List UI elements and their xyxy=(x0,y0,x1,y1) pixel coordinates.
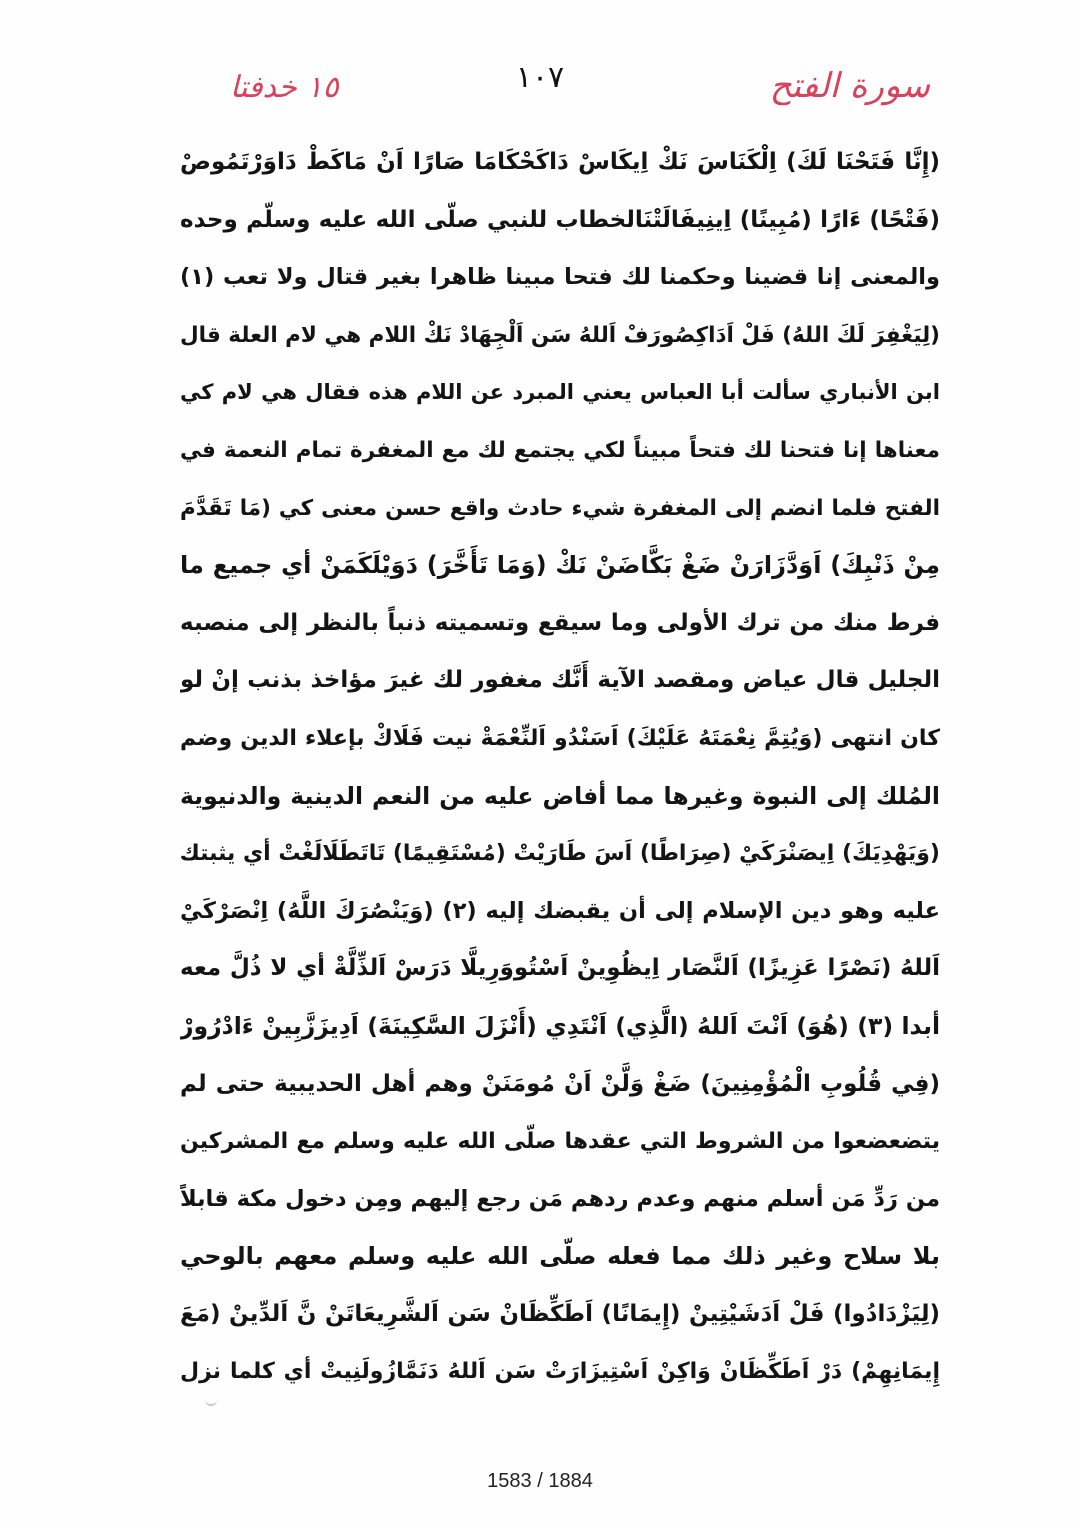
text-line: أبدا (٣) (هُوَ) اَنْتَ اَللهُ (الَّذِي) اَنْتَدِي (أَنْزَلَ السَّكِينَةَ) اَدِيزَزَّبِينْ ءَادْرُورْ xyxy=(180,1011,940,1040)
text-line: معناها إنا فتحنا لك فتحاً مبيناً لكي يجتمع لك مع المغفرة تمام النعمة في xyxy=(180,437,940,463)
text-line: يتضعضعوا من الشروط التي عقدها صلّى الله عليه وسلم مع المشركين xyxy=(180,1129,940,1155)
text-line: الجليل قال عياض ومقصد الآية أَنَّك مغفور لك غيرَ مؤاخذ بذنب إنْ لو xyxy=(180,667,940,694)
text-line: مِنْ ذَنْبِكَ) اَوَدَّزَارَنْ ضَغْ بَكَّاضَنْ نَكْ (وَمَا تَأَخَّرَ) دَوَيْلَكَمَنْ أي جميع ما xyxy=(180,551,940,580)
surah-title-handwritten: سورة الفتح xyxy=(769,66,930,106)
page-number: ١٠٧ xyxy=(515,60,565,95)
text-line: (فِي قُلُوبِ الْمُؤْمِنِينَ) ضَغْ وَلَّنْ اَنْ مُومَنَنْ وهم أهل الحديبية حتى لم xyxy=(180,1070,940,1097)
text-line: (إِنَّا فَتَحْنَا لَكَ) اِلْكَنَاسَ نَكْ اِيكَاسْ دَاكَحْكَامَا صَارًا اَنْ مَاكَطْ دَاوَرْتَمُوصْ xyxy=(180,149,940,175)
text-line: الفتح فلما انضم إلى المغفرة شيء حادث واقع حسن معنى كي (مَا تَقَدَّمَ xyxy=(180,495,940,521)
marginal-note-handwritten: ١٥ خدفتا xyxy=(230,70,339,105)
text-line: ابن الأنباري سألت أبا العباس يعني المبرد عن اللام هذه فقال هي لام كي xyxy=(180,380,940,405)
text-line: من رَدِّ مَن أسلم منهم وعدم ردهم مَن رجع إليهم ومِن دخول مكة قابلاً xyxy=(180,1185,940,1212)
text-line: المُلك إلى النبوة وغيرها مما أفاض عليه من النعم الدينية والدنيوية xyxy=(180,781,940,810)
text-line: (وَيَهْدِيَكَ) اِيصَنْرَكَيْ (صِرَاطًا) اَسَ طَارَيْتْ (مُسْتَقِيمًا) تَاتَطَلَالَغْتْ أي يثبتك xyxy=(180,841,940,867)
body-text xyxy=(180,134,940,1401)
text-line: إِيمَانِهِمْ) دَرْ اَطَكِّظَانْ وَاكِنْ اَسْتِيزَارَتْ سَن اَللهُ دَنَمَّازُولَنِيتْ أي كلما نزل xyxy=(180,1359,940,1385)
text-line: بلا سلاح وغير ذلك مما فعله صلّى الله عليه وسلم معهم بالوحي xyxy=(180,1242,940,1271)
pdf-page-counter: 1583 / 1884 xyxy=(487,1470,593,1492)
text-line: (فَتْحًا) ءَارًا (مُبِينًا) اِينِيفَالَتْنَالخطاب للنبي صلّى الله عليه وسلّم وحده xyxy=(180,206,940,233)
text-line: فرط منك من ترك الأولى وما سيقع وتسميته ذنباً بالنظر إلى منصبه xyxy=(180,609,940,636)
text-line: عليه وهو دين الإسلام إلى أن يقبضك إليه (٢) (وَيَنْصُرَكَ اللَّهُ) اِنْصَرْكَيْ xyxy=(180,897,940,924)
text-line: والمعنى إنا قضينا وحكمنا لك فتحا مبينا ظاهرا بغير قتال ولا تعب (١) xyxy=(180,264,940,291)
text-line: اَللهُ (نَصْرًا عَزِيزًا) اَلنَّصَار اِيظُوِينْ اَسْتُووَرِيلَّا دَرَسْ اَلذِّلَّةْ أي لا ذُلَّ معه xyxy=(180,955,940,982)
text-line: (لِيَزْدَادُوا) فَلْ اَدَشَيْتِينْ (إِيمَانًا) اَطَكِّظَانْ سَن اَلشَّرِيعَاتَنْ نَّ اَلدِّينْ (مَعَ xyxy=(180,1300,940,1327)
text-line: كان انتهى (وَيُتِمَّ نِعْمَتَهُ عَلَيْكَ) اَسَنْدُو اَلنِّعْمَةْ نيت فَلَاكْ بإعلاء الدين وضم xyxy=(180,725,940,751)
text-line: (لِيَغْفِرَ لَكَ اللهُ) فَلْ اَدَاكِصُورَفْ اَللهُ سَن اَلْجِهَادْ نَكْ اللام هي لام العلة قال xyxy=(180,322,940,348)
scan-mark xyxy=(205,1400,217,1406)
page-header xyxy=(0,58,1080,118)
